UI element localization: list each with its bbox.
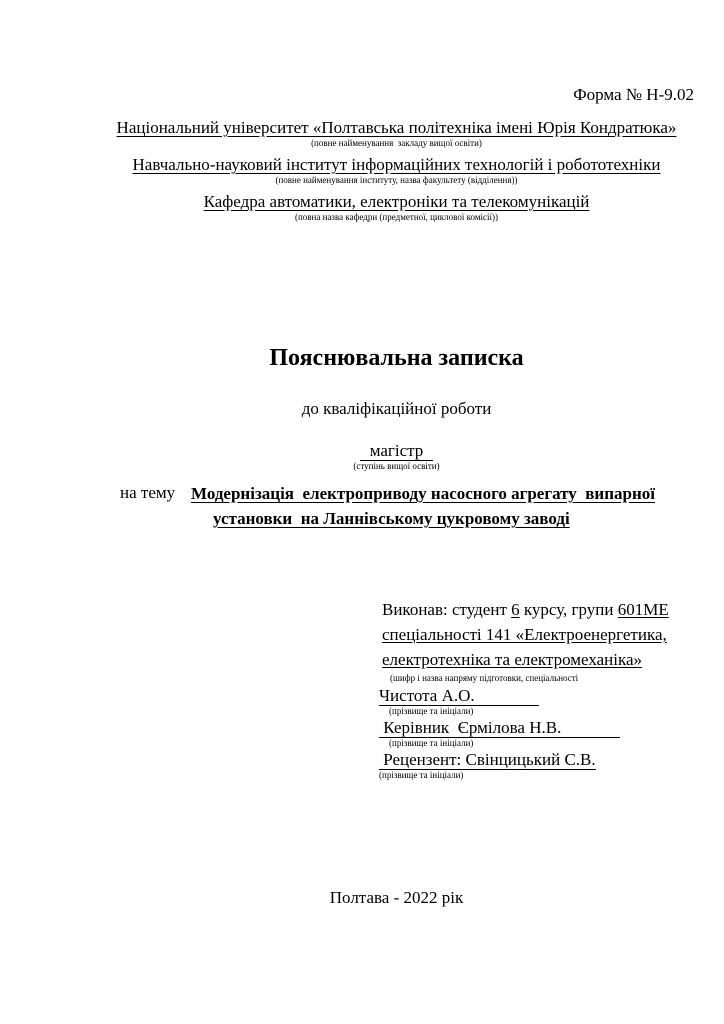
- topic-line-2: установки на Ланнівському цукровому заводі: [213, 509, 570, 528]
- performer-caption: (шифр і назва напряму підготовки, спеціальності: [390, 673, 579, 683]
- supervisor-name-caption: (прізвище та ініціали): [389, 738, 474, 748]
- performer-course: 6: [511, 600, 520, 619]
- performer-middle: курсу, групи: [519, 600, 618, 619]
- student-name: Чистота А.О.: [379, 686, 539, 706]
- signatures-block: [379, 686, 620, 782]
- department-block: [103, 191, 690, 223]
- reviewer-name-caption: (прізвище та ініціали): [379, 770, 464, 780]
- university-caption: (повне найменування закладу вищої освіти): [311, 138, 482, 148]
- institute-caption: (повне найменування інституту, назва факультету (відділення)): [275, 175, 518, 185]
- city-year-footer: Полтава - 2022 рік: [329, 888, 464, 907]
- institute-name: Навчально-науковий інститут інформаційних технологій і робототехніки: [132, 155, 661, 174]
- topic-label: на тему: [120, 483, 176, 502]
- student-name-caption: (прізвище та ініціали): [389, 706, 474, 716]
- topic-line-1: Модернізація електроприводу насосного агрегату випарної: [191, 484, 655, 503]
- performer-line-1: [382, 597, 669, 622]
- signature-row: [379, 718, 620, 749]
- signature-row: [379, 686, 620, 717]
- degree-value: магістр: [360, 441, 434, 461]
- university-block: [103, 117, 690, 149]
- document-subtitle: до кваліфікаційної роботи: [301, 399, 492, 418]
- form-number: Форма № Н-9.02: [573, 85, 694, 104]
- performer-prefix: Виконав: студент: [382, 600, 512, 619]
- reviewer-name: Рецензент: Свінцицький С.В.: [379, 750, 596, 769]
- degree-caption: (ступінь вищої освіти): [353, 461, 440, 471]
- topic-text: [191, 481, 704, 531]
- degree-block: [103, 441, 690, 472]
- institute-block: [103, 154, 690, 186]
- university-name: Національний університет «Полтавська політехніка імені Юрія Кондратюка»: [116, 118, 677, 137]
- department-caption: (повна назва кафедри (предметної, циклової комісії)): [294, 212, 499, 222]
- performer-line-2: спеціальності 141 «Електроенергетика,: [382, 625, 667, 644]
- performer-block: [382, 597, 669, 685]
- performer-line-3: електротехніка та електромеханіка»: [382, 650, 643, 669]
- department-name: Кафедра автоматики, електроніки та телекомунікацій: [203, 192, 590, 211]
- document-title: Пояснювальна записка: [269, 345, 524, 371]
- supervisor-name: Керівник Єрмілова Н.В.: [379, 718, 620, 738]
- performer-group: 601МЕ: [617, 600, 669, 619]
- signature-row: [379, 750, 620, 781]
